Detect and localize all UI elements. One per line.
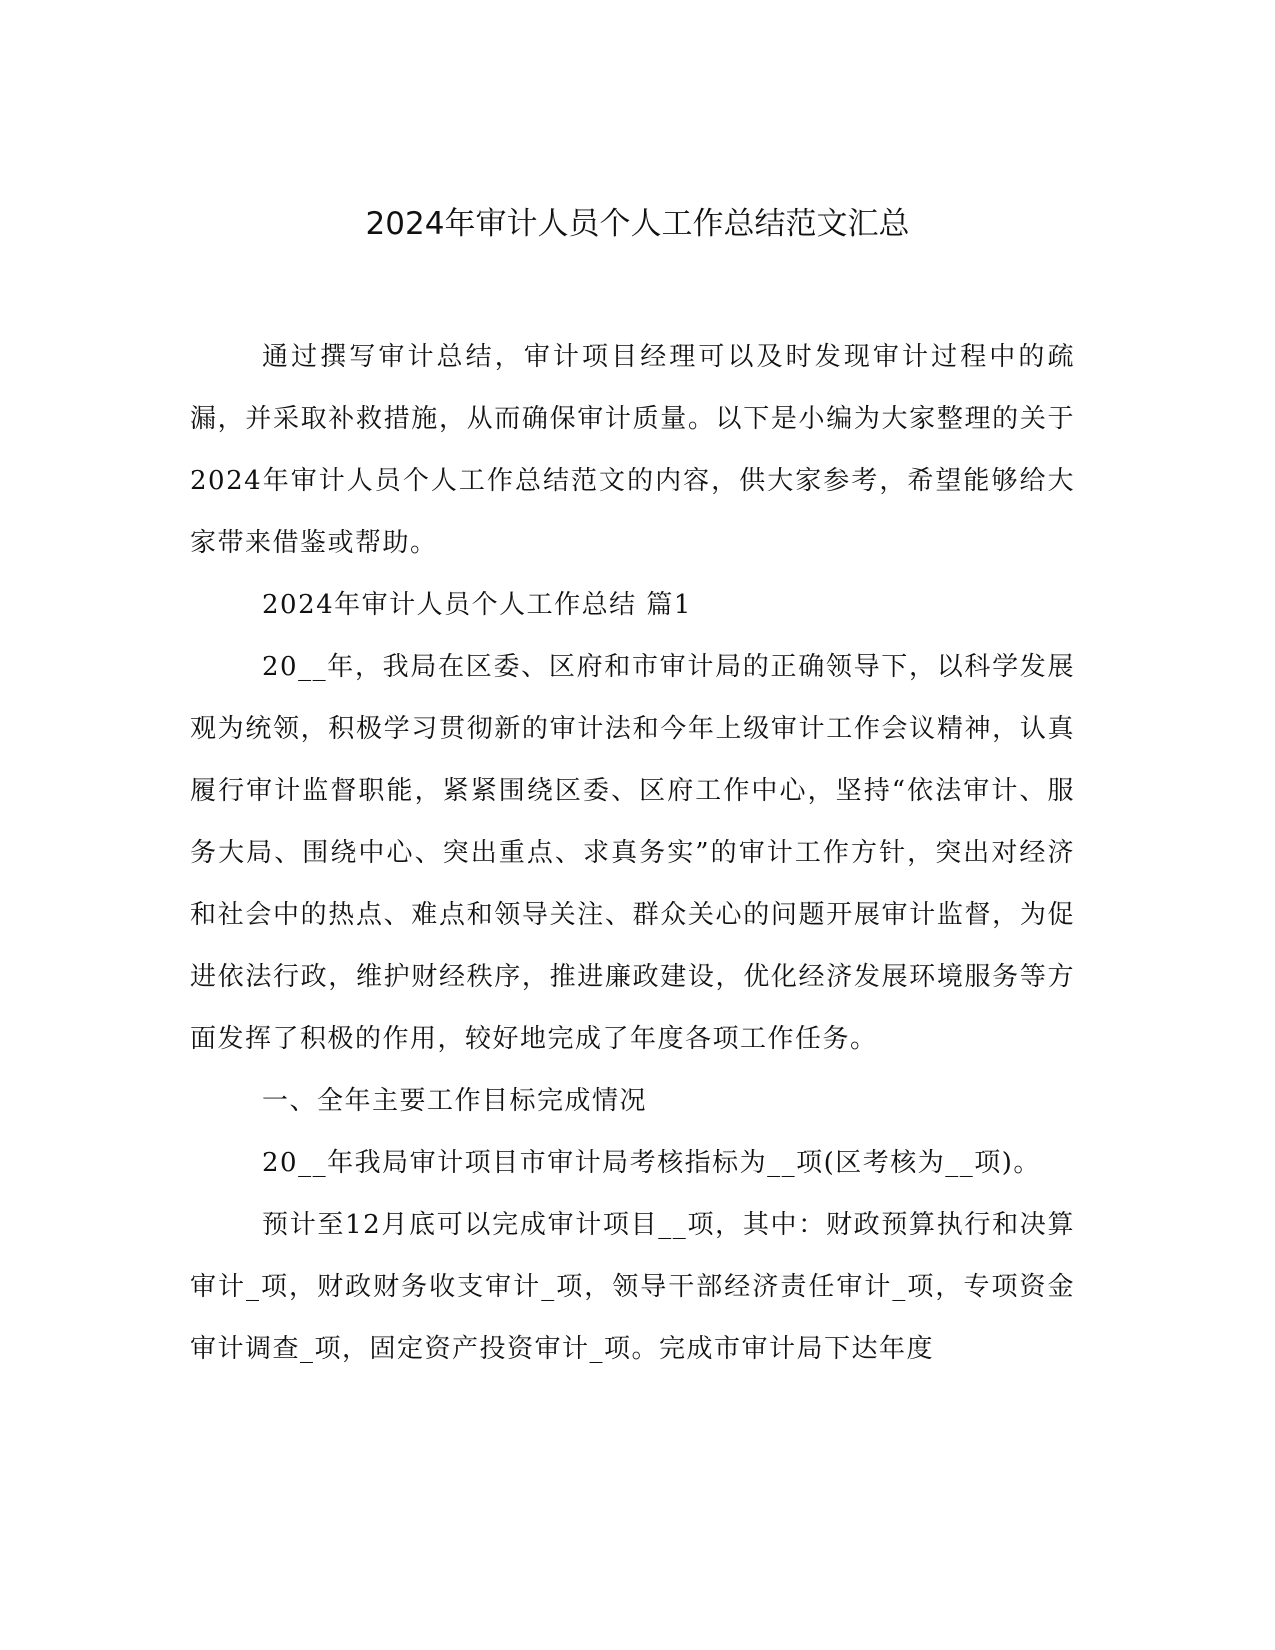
target-paragraph: 20__年我局审计项目市审计局考核指标为__项(区考核为__项)。 [262, 1148, 1041, 1178]
section-heading-part-1: 2024年审计人员个人工作总结 篇1 [262, 590, 692, 620]
intro-paragraph: 通过撰写审计总结，审计项目经理可以及时发现审计过程中的疏漏，并采取补救措施，从而确保审计质量。以下是小编为大家整理的关于2024年审计人员个人工作总结范文的内容，供大家参考，希望能够给大家带来借鉴或帮助。 [190, 342, 1075, 558]
section-heading-goals: 一、全年主要工作目标完成情况 [262, 1086, 648, 1116]
document-title: 2024年审计人员个人工作总结范文汇总 [365, 206, 910, 242]
projects-paragraph: 预计至12月底可以完成审计项目__项，其中：财政预算执行和决算审计_项，财政财务收支审计_项，领导干部经济责任审计_项，专项资金审计调查_项，固定资产投资审计_项。完成市审计局下达年度 [190, 1210, 1075, 1364]
summary-paragraph: 20__年，我局在区委、区府和市审计局的正确领导下，以科学发展观为统领，积极学习贯彻新的审计法和今年上级审计工作会议精神，认真履行审计监督职能，紧紧围绕区委、区府工作中心，坚持“依法审计、服务大局、围绕中心、突出重点、求真务实”的审计工作方针，突出对经济和社会中的热点、难点和领导关注、群众关心的问题开展审计监督，为促进依法行政，维护财经秩序，推进廉政建设，优化经济发展环境服务等方面发挥了积极的作用，较好地完成了年度各项工作任务。 [190, 652, 1075, 1054]
document-body [190, 326, 1075, 1380]
